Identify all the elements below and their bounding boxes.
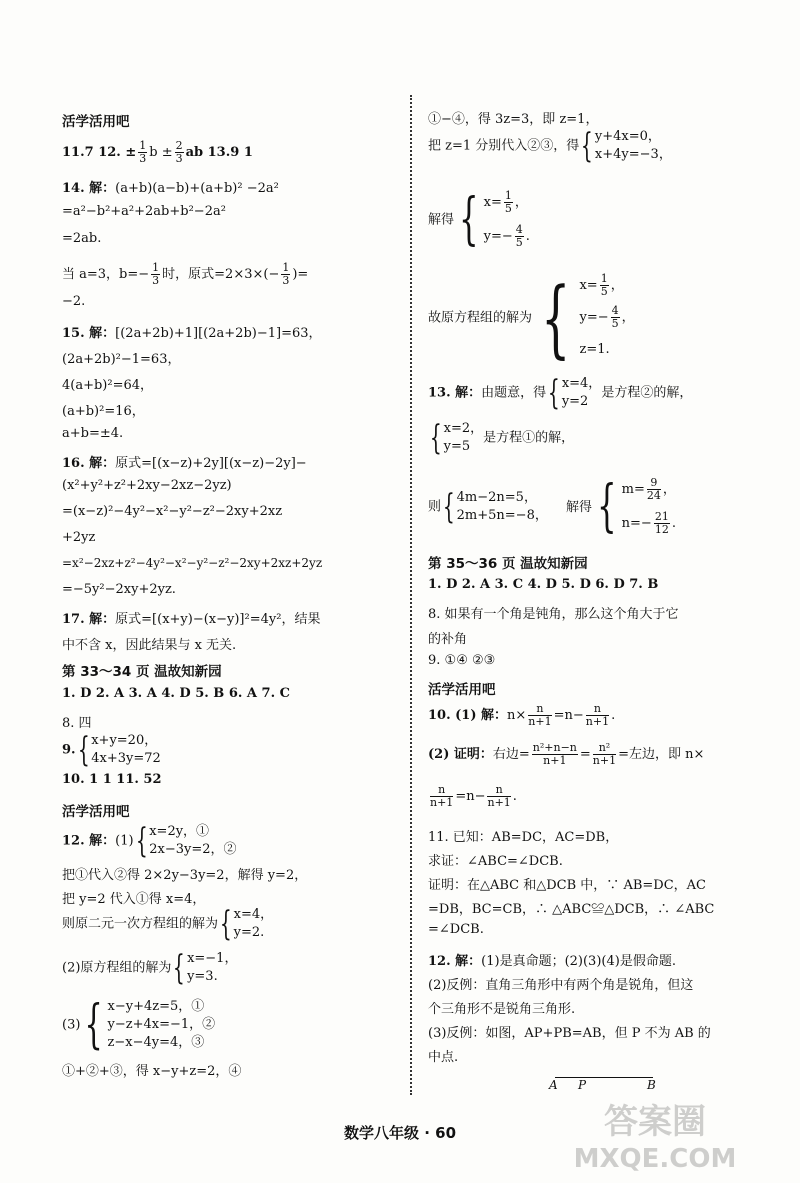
problem-11-line: 证明：在△ABC 和△DCB 中，∵ AB=DC，AC — [428, 878, 706, 893]
point-b-label: B — [647, 1078, 656, 1092]
problem-11-line: =DB，BC=CB，∴ △ABC≌△DCB，∴ ∠ABC — [428, 902, 715, 917]
problem-16-line3: =(x−z)²−4y²−x²−y²−z²−2xy+2xz — [62, 504, 283, 519]
problem-16-line6: =−5y²−2xy+2yz. — [62, 582, 176, 597]
section-title: 第 35～36 页 温故知新园 — [428, 556, 588, 572]
problem-17-line1: 17. 解：原式=[(x+y)−(x−y)]²=4y²，结果 — [62, 612, 321, 627]
watermark-logo — [530, 1095, 780, 1175]
section-title: 活学活用吧 — [62, 804, 130, 820]
problem-12-line: 12. 解：(1)是真命题；(2)(3)(4)是假命题. — [428, 954, 676, 969]
problem-14-line3: =2ab. — [62, 231, 102, 246]
answer-8-line2: 的补角 — [428, 632, 468, 647]
problem-14-line2: =a²−b²+a²+2ab+b²−2a² — [62, 204, 226, 219]
problem-12-line: 个三角形不是锐角三角形. — [428, 1002, 576, 1017]
answers-10-11: 10. 1 1 11. 52 — [62, 772, 162, 787]
section-title: 第 33～34 页 温故知新园 — [62, 664, 222, 680]
multiple-choice-answers: 1. D 2. A 3. A 4. D 5. B 6. A 7. C — [62, 686, 290, 701]
problem-12-line: 把①代入②得 2×2y−3y=2，解得 y=2， — [62, 868, 308, 883]
problem-15-line5: a+b=±4. — [62, 426, 124, 441]
solution-line: 把 z=1 分别代入②③，得{ y+4x=0， x+4y=−3， — [428, 126, 672, 166]
problem-12-line: 把 y=2 代入①得 x=4， — [62, 892, 206, 907]
problem-10-part2-end: $\frac{n}{n+1}$ =n− $\frac{n}{n+1}$ . — [430, 783, 517, 809]
page-footer: 数学八年级 · 60 — [343, 1124, 457, 1142]
section-title: 活学活用吧 — [428, 682, 496, 698]
problem-14-line4: 当 a=3，b=− $\frac{1}{3}$ 时，原式=2×3×(− $\frac{1}{3}$ )= — [62, 261, 309, 287]
problem-13-line1: 13. 解：由题意，得{ x=4， y=2 是方程②的解， — [428, 373, 693, 413]
problem-16-line2: (x²+y²+z²+2xy−2xz−2yz) — [62, 478, 232, 493]
problem-16-line1: 16. 解：原式=[(x−z)+2y][(x−z)−2y]− — [62, 456, 307, 471]
problem-16-line5: =x²−2xz+z²−4y²−x²−y²−z²−2xy+2xz+2yz — [62, 556, 323, 570]
problem-12-line: (2)反例：直角三角形中有两个角是锐角，但这 — [428, 978, 694, 993]
solution-line: ①−④，得 3z=3，即 z=1， — [428, 112, 599, 127]
problem-14-line5: −2. — [62, 294, 86, 309]
problem-10-part2: (2) 证明：右边= $\frac{\text{n²+n−n}}{n+1}$ = $\frac{\text{n²}}{n+1}$ =左边，即 n× — [428, 741, 705, 767]
problem-11-line: 求证：∠ABC=∠DCB. — [428, 854, 563, 869]
problem-15-line1: 15. 解：[(2a+2b)+1][(2a+2b)−1]=63， — [62, 326, 322, 341]
problem-13-line3: 则{ 4m−2n=5， 2m+5n=−8， 解得{ m= $\frac{9}{24}$ ， n=− $\frac{21}{12}$ . — [428, 474, 676, 539]
problem-12-line: 中点. — [428, 1050, 459, 1065]
problem-12-solution-1: 则原二元一次方程组的解为{ x=4， y=2. — [62, 904, 274, 944]
svg-text:MXQE.COM: MXQE.COM — [573, 1144, 737, 1174]
problem-14-line1: 14. 解：(a+b)(a−b)+(a+b)² −2a² — [62, 181, 279, 196]
problem-15-line4: (a+b)²=16， — [62, 404, 145, 419]
solution-line: 解得{ x= $\frac{1}{5}$ ， y=− $\frac{4}{5}$ . — [428, 187, 530, 252]
problem-10-part1: 10. (1) 解：n× $\frac{n}{n+1}$ =n− $\frac{n}{n+1}$ . — [428, 702, 616, 728]
problem-17-line2: 中不含 x，因此结果与 x 无关. — [62, 638, 237, 653]
problem-12-system-3: (3){ x−y+4z=5，① y−z+4x=−1，② z−x−4y=4，③ — [62, 995, 216, 1055]
multiple-choice-answers: 1. D 2. A 3. C 4. D 5. D 6. D 7. B — [428, 577, 659, 592]
problem-12-solution-2: (2)原方程组的解为{ x=−1， y=3. — [62, 948, 238, 988]
point-a-label: A — [549, 1078, 558, 1092]
problem-15-line3: 4(a+b)²=64， — [62, 378, 154, 393]
point-p-label: P — [578, 1078, 587, 1092]
answer-9: 9.{ x+y=20， 4x+3y=72 — [62, 730, 161, 770]
problem-12-line: ①+②+③，得 x−y+z=2，④ — [62, 1064, 242, 1079]
problem-11-line: =∠DCB. — [428, 922, 484, 937]
section-title: 活学活用吧 — [62, 114, 130, 130]
answer-9: 9. ①④ ②③ — [428, 653, 496, 668]
problem-16-line4: +2yz — [62, 530, 96, 545]
solution-line: 故原方程组的解为 { x= $\frac{1}{5}$ ， y=− $\frac{4}{5}$ ， z=1. — [428, 269, 635, 367]
problem-12-system: 12. 解：(1){ x=2y，① 2x−3y=2，② — [62, 821, 237, 861]
svg-text:答案圈: 答案圈 — [604, 1102, 706, 1142]
answer-8-line1: 8. 如果有一个角是钝角，那么这个角大于它 — [428, 607, 679, 622]
column-divider — [410, 95, 412, 1095]
problem-15-line2: (2a+2b)²−1=63， — [62, 352, 181, 367]
problem-11-line: 11. 已知：AB=DC，AC=DB， — [428, 830, 619, 845]
segment-ab-figure — [555, 1077, 653, 1078]
problem-13-line2: { x=2， y=5 是方程①的解， — [429, 418, 575, 458]
answers-11-13: 11.7 12. ± $\frac{1}{3}$ b ± $\frac{2}{3}$ ab 13.9 1 — [62, 139, 253, 165]
answer-8: 8. 四 — [62, 716, 92, 731]
problem-12-line: (3)反例：如图，AP+PB=AB，但 P 不为 AB 的 — [428, 1026, 711, 1041]
